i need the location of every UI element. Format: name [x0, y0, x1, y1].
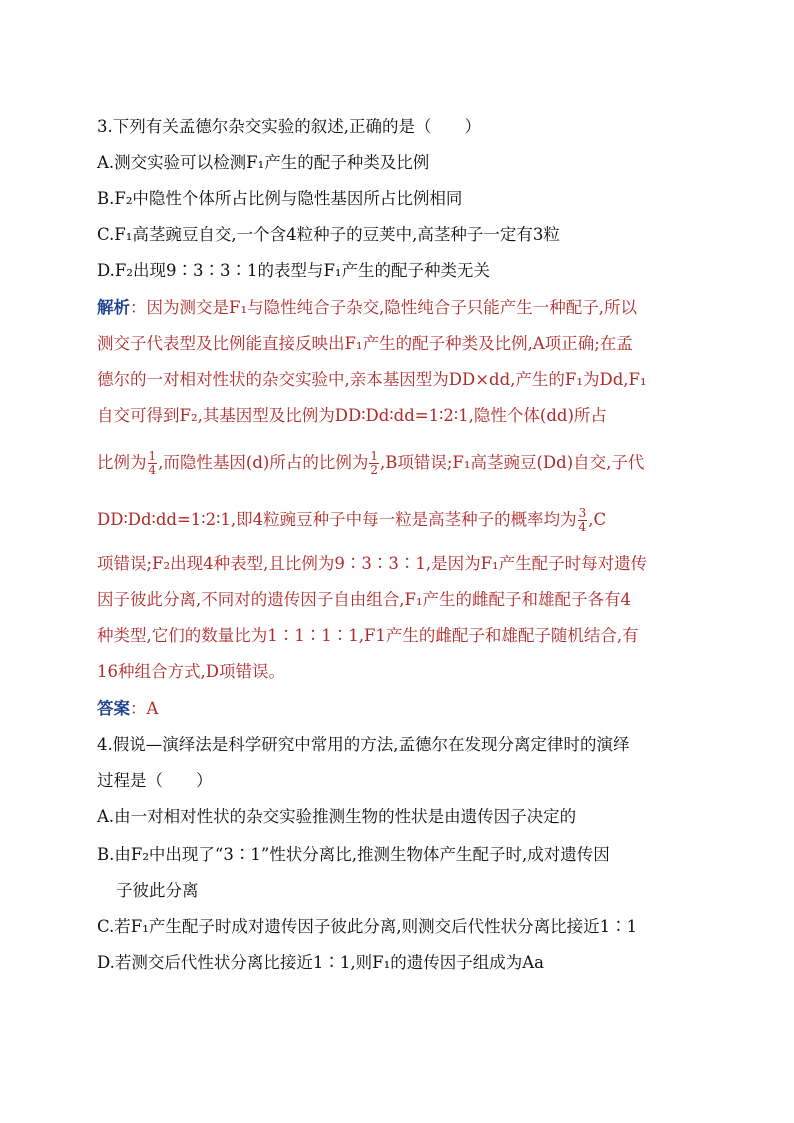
q4-option-b-line-1: B.由F₂中出现了“3∶1”性状分离比,推测生物体产生配子时,成对遗传因 — [97, 845, 610, 864]
q4-option-d: D.若测交后代性状分离比接近1∶1,则F₁的遗传因子组成为Aa — [97, 953, 544, 972]
q3-option-a: A.测交实验可以检测F₁产生的配子种类及比例 — [97, 153, 430, 172]
fraction-numerator: 3 — [578, 506, 587, 520]
analysis-line-4: 自交可得到F₂,其基因型及比例为DD∶Dd∶dd=1∶2∶1,隐性个体(dd)所占 — [97, 406, 607, 425]
q3-stem: 3.下列有关孟德尔杂交实验的叙述,正确的是（ ） — [97, 117, 481, 136]
analysis-line-1 — [97, 297, 637, 319]
fraction-numerator: 1 — [370, 449, 378, 463]
analysis-text-1: ：因为测交是F₁与隐性纯合子杂交,隐性纯合子只能产生一种配子,所以 — [130, 298, 638, 317]
fraction-one-quarter — [148, 450, 158, 477]
analysis-text-5c: ,B项错误;F₁高茎豌豆(Dd)自交,子代 — [379, 453, 645, 472]
analysis-label: 解析 — [97, 298, 130, 317]
q3-option-c: C.F₁高茎豌豆自交,一个含4粒种子的豆荚中,高茎种子一定有3粒 — [97, 225, 560, 244]
analysis-line-10: 16种组合方式,D项错误。 — [97, 662, 285, 681]
analysis-text-5a: 比例为 — [97, 453, 147, 472]
q4-option-c: C.若F₁产生配子时成对遗传因子彼此分离,则测交后代性状分离比接近1∶1 — [97, 917, 638, 936]
answer-line — [97, 698, 158, 720]
analysis-line-2: 测交子代表型及比例能直接反映出F₁产生的配子种类及比例,A项正确;在孟 — [97, 334, 633, 353]
analysis-line-8: 因子彼此分离,不同对的遗传因子自由组合,F₁产生的雌配子和雄配子各有4 — [97, 590, 632, 609]
fraction-denominator: 2 — [370, 463, 378, 477]
analysis-line-5 — [97, 450, 644, 477]
q4-option-b-line-2: 子彼此分离 — [116, 881, 199, 900]
answer-value: ：A — [130, 699, 159, 718]
analysis-text-5b: ,而隐性基因(d)所占的比例为 — [158, 453, 369, 472]
analysis-text-6a: DD∶Dd∶dd=1∶2∶1,即4粒豌豆种子中每一粒是高茎种子的概率均为 — [97, 510, 577, 529]
analysis-text-6b: ,C — [588, 510, 607, 529]
q3-option-d: D.F₂出现9∶3∶3∶1的表型与F₁产生的配子种类无关 — [97, 261, 491, 280]
answer-label: 答案 — [97, 699, 130, 718]
fraction-denominator: 4 — [148, 463, 157, 477]
q4-option-a: A.由一对相对性状的杂交实验推测生物的性状是由遗传因子决定的 — [97, 807, 577, 826]
fraction-denominator: 4 — [578, 520, 587, 534]
q4-stem-line-1: 4.假说—演绎法是科学研究中常用的方法,孟德尔在发现分离定律时的演绎 — [97, 735, 630, 754]
fraction-numerator: 1 — [148, 449, 157, 463]
analysis-line-7: 项错误;F₂出现4种表型,且比例为9∶3∶3∶1,是因为F₁产生配子时每对遗传 — [97, 554, 648, 573]
analysis-line-3: 德尔的一对相对性状的杂交实验中,亲本基因型为DD×dd,产生的F₁为Dd,F₁ — [97, 370, 647, 389]
analysis-line-6 — [97, 507, 606, 534]
analysis-line-9: 种类型,它们的数量比为1∶1∶1∶1,F1产生的雌配子和雄配子随机结合,有 — [97, 626, 639, 645]
q4-stem-line-2: 过程是（ ） — [97, 771, 213, 790]
q3-option-b: B.F₂中隐性个体所占比例与隐性基因所占比例相同 — [97, 189, 463, 208]
fraction-one-half — [369, 450, 379, 477]
fraction-three-quarters — [578, 507, 588, 534]
